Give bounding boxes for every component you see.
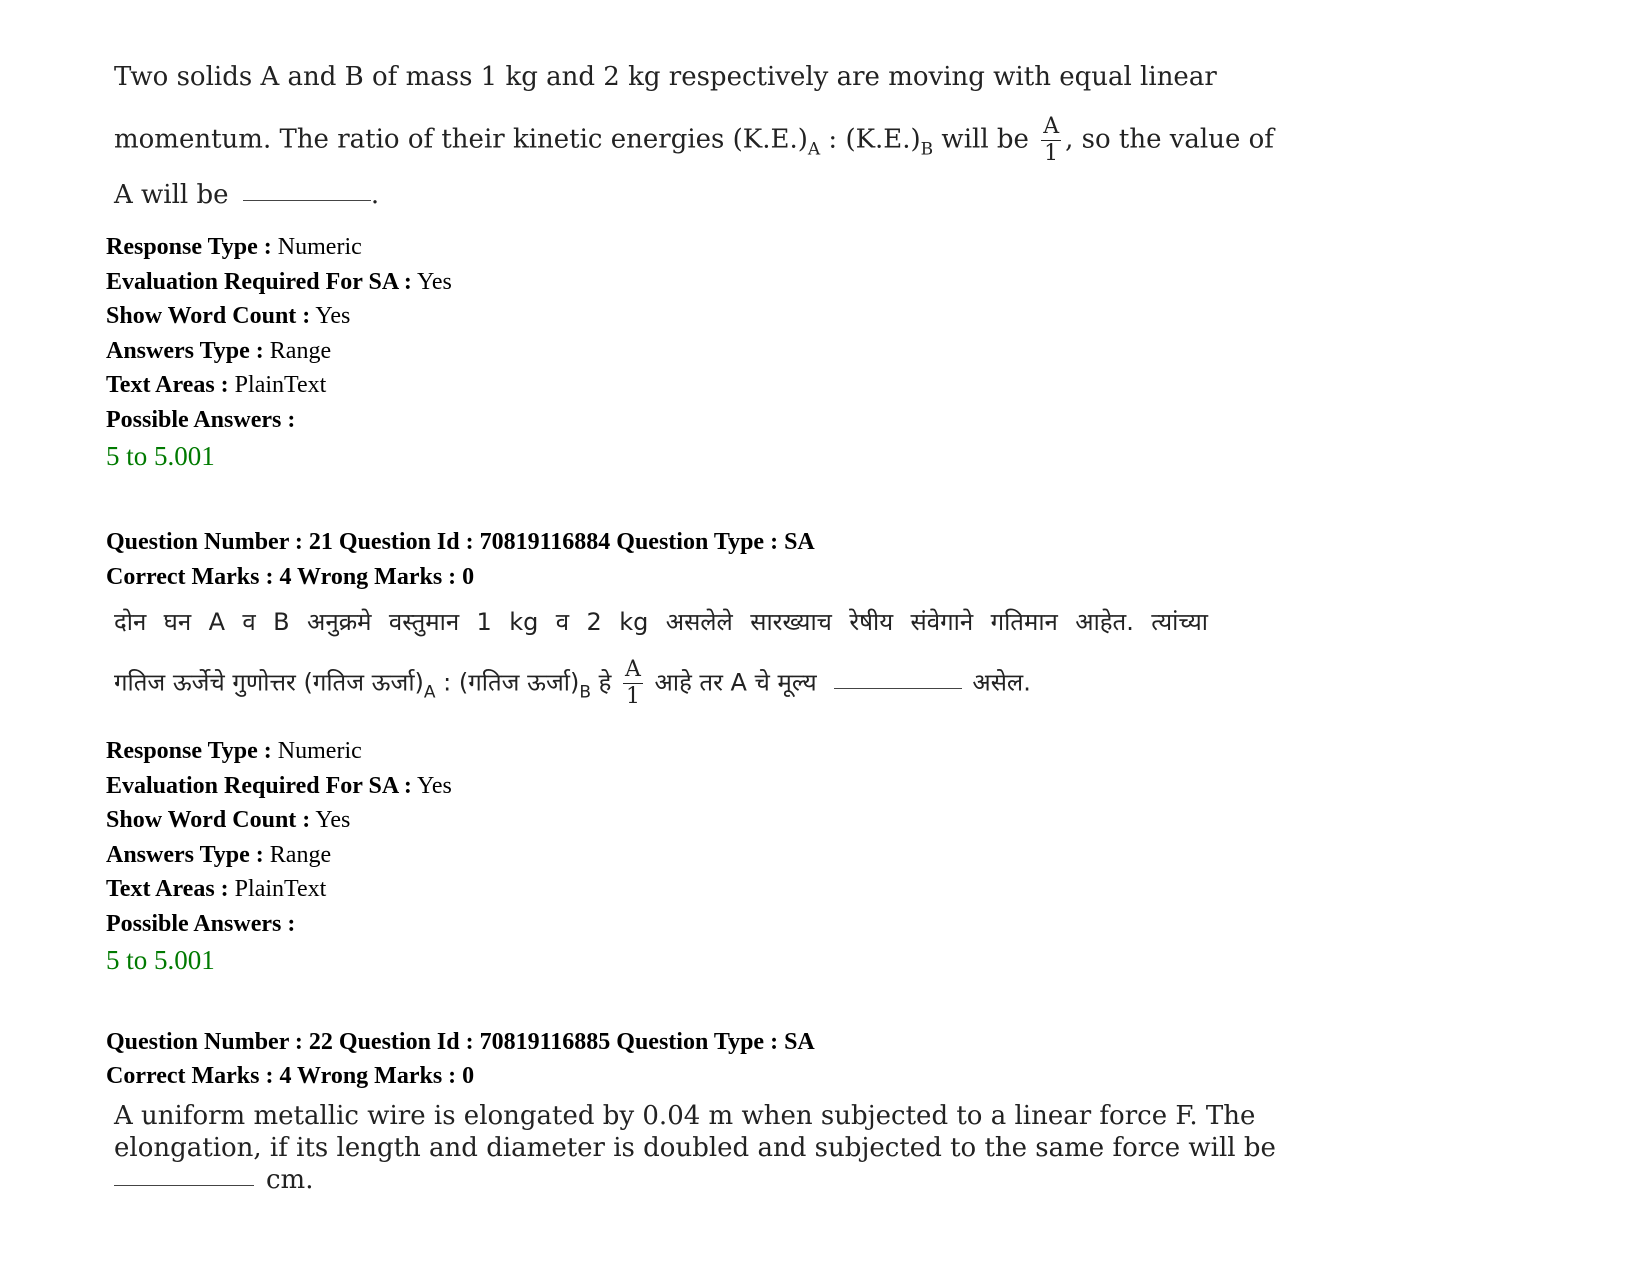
eval-required-value: Yes bbox=[411, 772, 452, 799]
q21-header: Question Number : 21 Question Id : 70819116884 Question Type : SA bbox=[106, 529, 815, 555]
q22-marks: Correct Marks : 4 Wrong Marks : 0 bbox=[106, 1063, 475, 1089]
response-type-label: Response Type : bbox=[106, 738, 272, 764]
q21-subscript-a: A bbox=[423, 682, 436, 703]
word-count-label: Show Word Count : bbox=[106, 807, 311, 833]
q20-fraction bbox=[1041, 114, 1061, 167]
q20-fraction-numerator: A bbox=[1043, 114, 1060, 139]
text-areas-label: Text Areas : bbox=[106, 876, 229, 902]
q21-answer-blank bbox=[834, 688, 962, 689]
q22-line-3 bbox=[114, 1165, 313, 1195]
q20-answer-blank bbox=[243, 200, 371, 201]
response-type-label: Response Type : bbox=[106, 234, 272, 260]
response-type-row bbox=[106, 734, 452, 769]
possible-answers-value: 5 to 5.001 bbox=[106, 945, 215, 975]
q21-fraction-numerator: A bbox=[625, 657, 641, 682]
q20-line-2-text-a: momentum. The ratio of their kinetic energies (K.E.) bbox=[114, 124, 808, 155]
q21-line-2-text-c: आहे तर A चे मूल्य bbox=[646, 668, 817, 697]
q22-line-2: elongation, if its length and diameter is doubled and subjected to the same force will be bbox=[114, 1133, 1276, 1163]
possible-answers-label: Possible Answers : bbox=[106, 910, 296, 937]
text-areas-row bbox=[106, 368, 452, 403]
response-type-row bbox=[106, 230, 452, 265]
q20-line-3-end: . bbox=[370, 180, 380, 210]
q21-marks: Correct Marks : 4 Wrong Marks : 0 bbox=[106, 564, 475, 590]
q21-meta bbox=[106, 734, 452, 976]
eval-required-row bbox=[106, 265, 452, 300]
q20-line-2-text-c: , so the value of bbox=[1065, 124, 1274, 155]
q22-line-3-end: cm. bbox=[266, 1165, 314, 1195]
q21-fraction bbox=[623, 657, 643, 710]
q21-line-2-text-a: गतिज ऊर्जेचे गुणोत्तर (गतिज ऊर्जा) bbox=[114, 668, 424, 697]
response-type-value: Numeric bbox=[271, 738, 362, 764]
q21-line-2-end: असेल. bbox=[972, 668, 1031, 697]
text-areas-row bbox=[106, 872, 452, 907]
q20-line-2-text-b: will be bbox=[933, 124, 1029, 155]
q21-line-1: दोन घन A व B अनुक्रमे वस्तुमान 1 kg व 2 kg असलेले सारख्याच रेषीय संवेगाने गतिमान आहेत. त्यांच्या bbox=[114, 608, 1208, 636]
q20-line-2 bbox=[114, 114, 1274, 167]
word-count-row bbox=[106, 803, 452, 838]
q22-answer-blank bbox=[114, 1185, 254, 1186]
q22-header: Question Number : 22 Question Id : 70819116885 Question Type : SA bbox=[106, 1029, 815, 1055]
word-count-row bbox=[106, 299, 452, 334]
word-count-value: Yes bbox=[310, 303, 351, 329]
response-type-value: Numeric bbox=[271, 234, 362, 260]
text-areas-value: PlainText bbox=[228, 876, 327, 902]
q20-line-3-text: A will be bbox=[114, 180, 229, 210]
q20-line-3 bbox=[114, 180, 379, 210]
possible-answers-row bbox=[106, 403, 452, 438]
q21-subscript-b: B bbox=[579, 682, 591, 703]
possible-answers-label: Possible Answers : bbox=[106, 406, 296, 433]
q20-meta bbox=[106, 230, 452, 472]
q20-subscript-a: A bbox=[807, 139, 821, 160]
answers-type-value: Range bbox=[263, 337, 332, 364]
word-count-label: Show Word Count : bbox=[106, 303, 311, 329]
q21-line-2-text-b: हे bbox=[591, 668, 612, 697]
eval-required-value: Yes bbox=[411, 268, 452, 295]
q20-fraction-denominator: 1 bbox=[1044, 141, 1059, 166]
answers-type-row bbox=[106, 838, 452, 873]
answers-type-row bbox=[106, 334, 452, 369]
eval-required-label: Evaluation Required For SA : bbox=[106, 268, 412, 295]
q20-line-1: Two solids A and B of mass 1 kg and 2 kg respectively are moving with equal linear bbox=[114, 62, 1217, 92]
possible-answers-row bbox=[106, 907, 452, 942]
q20-ratio-colon: : (K.E.) bbox=[820, 124, 921, 155]
answers-type-label: Answers Type : bbox=[106, 841, 264, 868]
answers-type-label: Answers Type : bbox=[106, 337, 264, 364]
q21-line-2 bbox=[114, 657, 1208, 710]
eval-required-label: Evaluation Required For SA : bbox=[106, 772, 412, 799]
q21-fraction-denominator: 1 bbox=[625, 684, 640, 709]
word-count-value: Yes bbox=[310, 807, 351, 833]
q22-line-1: A uniform metallic wire is elongated by 0.04 m when subjected to a linear force F. The bbox=[114, 1101, 1256, 1131]
possible-answers-value: 5 to 5.001 bbox=[106, 441, 215, 471]
q21-ratio-colon: : (गतिज ऊर्जा) bbox=[435, 668, 580, 697]
eval-required-row bbox=[106, 769, 452, 804]
text-areas-label: Text Areas : bbox=[106, 372, 229, 398]
answers-type-value: Range bbox=[263, 841, 332, 868]
text-areas-value: PlainText bbox=[228, 372, 327, 398]
q20-subscript-b: B bbox=[920, 139, 934, 160]
